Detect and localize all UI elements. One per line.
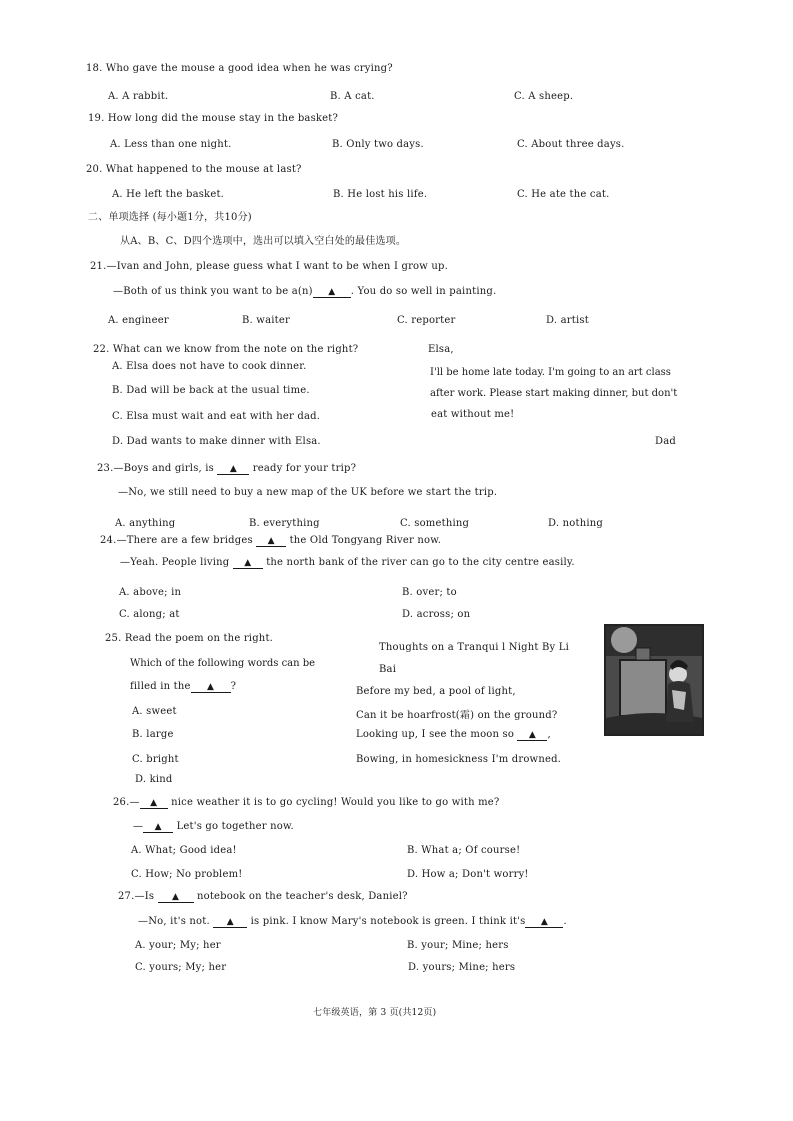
q24-line2 — [120, 557, 575, 569]
q22-stem: 22. What can we know from the note on the right? — [93, 344, 359, 355]
q26-line2-post: Let's go together now. — [176, 821, 294, 832]
q24-option-d: D. across; on — [402, 609, 471, 620]
q26-line1 — [113, 797, 500, 809]
q21-line2-pre: —Both of us think you want to be a(n) — [113, 286, 313, 297]
q20-option-b: B. He lost his life. — [333, 189, 428, 200]
q24-line1 — [100, 535, 441, 547]
answer-blank[interactable] — [256, 535, 286, 547]
blank-triangle-icon: ▲ — [528, 730, 537, 740]
poem-line3 — [356, 729, 551, 741]
q27-line2-post: . — [563, 916, 567, 927]
q23-option-a: A. anything — [115, 518, 176, 529]
q18-option-b: B. A cat. — [330, 91, 375, 102]
q20-stem: 20. What happened to the mouse at last? — [86, 164, 302, 175]
answer-blank[interactable] — [143, 821, 173, 833]
q27-option-a: A. your; My; her — [135, 940, 221, 951]
answer-blank[interactable] — [213, 916, 247, 928]
blank-triangle-icon: ▲ — [229, 464, 237, 474]
q22-option-a: A. Elsa does not have to cook dinner. — [112, 361, 307, 372]
q27-line1-pre: 27.—Is — [118, 891, 155, 902]
poem-title-line1: Thoughts on a Tranqui l Night By Li — [379, 642, 569, 653]
q25-stem3-post: ? — [230, 681, 237, 692]
q19-option-a: A. Less than one night. — [110, 139, 232, 150]
q27-option-d: D. yours; Mine; hers — [408, 962, 516, 973]
q23-line1-pre: 23.—Boys and girls, is — [97, 463, 215, 474]
q21-option-d: D. artist — [546, 315, 589, 326]
q22-option-d: D. Dad wants to make dinner with Elsa. — [112, 436, 321, 447]
q25-option-c: C. bright — [132, 754, 179, 765]
q26-option-c: C. How; No problem! — [131, 869, 243, 880]
poet-moon-illustration-icon — [606, 626, 702, 734]
blank-triangle-icon: ▲ — [540, 917, 549, 927]
blank-triangle-icon: ▲ — [150, 798, 158, 808]
blank-triangle-icon: ▲ — [244, 558, 252, 568]
q24-line2-pre: —Yeah. People living — [120, 557, 230, 568]
q21-line1: 21.—Ivan and John, please guess what I want to be when I grow up. — [90, 261, 449, 272]
note-greeting: Elsa, — [428, 344, 454, 355]
blank-triangle-icon: ▲ — [328, 287, 336, 297]
section-instruction: 从A、B、C、D四个选项中，选出可以填入空白处的最佳选项。 — [120, 236, 407, 247]
q25-stem3-pre: filled in the — [130, 681, 191, 692]
q25-stem1: 25. Read the poem on the right. — [105, 633, 274, 644]
q26-option-b: B. What a; Of course! — [407, 845, 521, 856]
answer-blank[interactable] — [233, 557, 263, 569]
q20-option-a: A. He left the basket. — [112, 189, 225, 200]
q26-line1-pre: 26.— — [113, 797, 140, 808]
poem-line4: Bowing, in homesickness I'm drowned. — [356, 754, 562, 765]
poem-line2: Can it be hoarfrost(霜) on the ground? — [356, 710, 558, 721]
q25-stem3 — [130, 681, 236, 693]
q21-line2-post: . You do so well in painting. — [350, 286, 497, 297]
q21-line2 — [113, 286, 496, 298]
note-line3: eat without me! — [431, 409, 515, 420]
section-title: 二、单项选择 (每小题1分，共10分) — [88, 212, 252, 223]
q25-option-a: A. sweet — [132, 706, 177, 717]
q27-line2-mid: is pink. I know Mary's notebook is green. I think it's — [250, 916, 526, 927]
q23-option-b: B. everything — [249, 518, 320, 529]
blank-triangle-icon: ▲ — [154, 822, 162, 832]
q27-line2 — [138, 916, 567, 928]
q23-line1 — [97, 463, 356, 475]
q21-option-a: A. engineer — [108, 315, 169, 326]
q27-line1-post: notebook on the teacher's desk, Daniel? — [196, 891, 408, 902]
q24-line1-pre: 24.—There are a few bridges — [100, 535, 253, 546]
q24-line1-post: the Old Tongyang River now. — [289, 535, 442, 546]
q21-option-c: C. reporter — [397, 315, 456, 326]
q19-option-c: C. About three days. — [517, 139, 625, 150]
answer-blank[interactable] — [517, 729, 547, 741]
q23-line2: —No, we still need to buy a new map of the UK before we start the trip. — [118, 487, 498, 498]
q24-option-c: C. along; at — [119, 609, 180, 620]
poem-line1: Before my bed, a pool of light, — [356, 686, 516, 697]
poem-line3-pre: Looking up, I see the moon so — [356, 729, 515, 740]
q26-line2 — [133, 821, 294, 833]
q18-stem: 18. Who gave the mouse a good idea when he was crying? — [86, 63, 393, 74]
answer-blank[interactable] — [525, 916, 563, 928]
note-line2: after work. Please start making dinner, but don't — [430, 388, 678, 399]
answer-blank[interactable] — [217, 463, 249, 475]
poem-title-line2: Bai — [379, 664, 397, 675]
q27-option-b: B. your; Mine; hers — [407, 940, 509, 951]
q20-option-c: C. He ate the cat. — [517, 189, 610, 200]
blank-triangle-icon: ▲ — [207, 682, 215, 692]
note-signature: Dad — [655, 436, 676, 447]
q23-option-d: D. nothing — [548, 518, 603, 529]
q25-option-d: D. kind — [135, 774, 173, 785]
poem-line3-post: , — [547, 729, 551, 740]
answer-blank[interactable] — [158, 891, 194, 903]
q24-option-a: A. above; in — [119, 587, 182, 598]
note-line1: I'll be home late today. I'm going to an art class — [430, 367, 671, 378]
q26-line2-pre: — — [133, 821, 144, 832]
q26-option-d: D. How a; Don't worry! — [407, 869, 529, 880]
blank-triangle-icon: ▲ — [172, 892, 180, 902]
q27-line1 — [118, 891, 408, 903]
q26-option-a: A. What; Good idea! — [131, 845, 237, 856]
page-footer: 七年级英语，第 3 页(共12页) — [313, 1008, 437, 1018]
answer-blank[interactable] — [313, 286, 351, 298]
q25-option-b: B. large — [132, 729, 174, 740]
q22-option-c: C. Elsa must wait and eat with her dad. — [112, 411, 321, 422]
answer-blank[interactable] — [140, 797, 168, 809]
blank-triangle-icon: ▲ — [267, 536, 275, 546]
poem-illustration — [604, 624, 704, 736]
q19-option-b: B. Only two days. — [332, 139, 424, 150]
q22-option-b: B. Dad will be back at the usual time. — [112, 385, 310, 396]
q23-line1-post: ready for your trip? — [252, 463, 357, 474]
q19-stem: 19. How long did the mouse stay in the basket? — [88, 113, 339, 124]
q21-option-b: B. waiter — [242, 315, 290, 326]
q18-option-c: C. A sheep. — [514, 91, 574, 102]
answer-blank[interactable] — [191, 681, 231, 693]
q24-option-b: B. over; to — [402, 587, 457, 598]
q25-stem2: Which of the following words can be — [130, 658, 316, 669]
q24-line2-post: the north bank of the river can go to the city centre easily. — [266, 557, 575, 568]
blank-triangle-icon: ▲ — [226, 917, 234, 927]
q18-option-a: A. A rabbit. — [108, 91, 169, 102]
q26-line1-post: nice weather it is to go cycling! Would you like to go with me? — [171, 797, 500, 808]
q27-line2-pre: —No, it's not. — [138, 916, 210, 927]
q27-option-c: C. yours; My; her — [135, 962, 227, 973]
q23-option-c: C. something — [400, 518, 470, 529]
